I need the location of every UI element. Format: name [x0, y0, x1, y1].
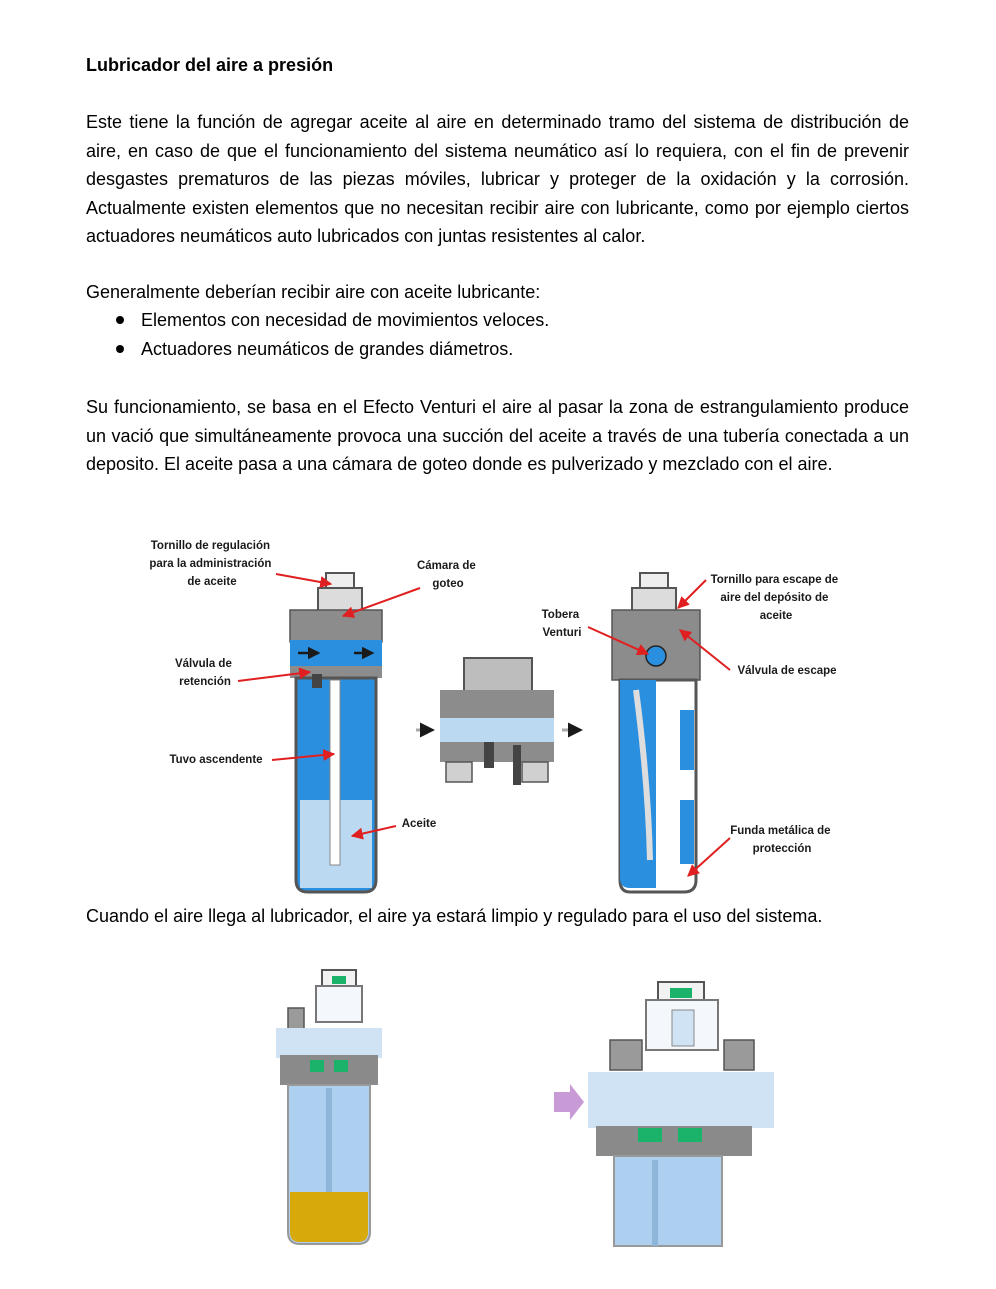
- section-title: Lubricador del aire a presión: [86, 55, 334, 75]
- label-exhaust-valve: Válvula de escape: [737, 665, 837, 677]
- label-exhaust-screw: Tornillo para escape de aire del depósito de aceite: [710, 574, 839, 622]
- label-riser-tube: Tuvo ascendente: [169, 754, 263, 766]
- label-drip-chamber: Cámara de goteo: [416, 560, 476, 590]
- list-item: Actuadores neumáticos de grandes diámetros.: [86, 335, 549, 364]
- paragraph-list-intro: Generalmente deberían recibir aire con aceite lubricante:: [86, 282, 541, 302]
- lubricator-photo-right: [554, 982, 774, 1246]
- paragraph-operation: Su funcionamiento, se basa en el Efecto Venturi el aire al pasar la zona de estrangulamiento produce un vació que simultáneamente provoca una succión del aceite a través de una tubería conectada a un deposito. El aceite pasa a una cámara de goteo donde es pulverizado y mezclado con el aire.: [86, 397, 909, 474]
- paragraph-intro: Este tiene la función de agregar aceite al aire en determinado tramo del sistema de distribución de aire, en caso de que el funcionamiento del sistema neumático así lo requiera, con el fin de prevenir desgastes prematuros de las piezas móviles, lubricar y proteger de la oxidación y la corrosión. Actualmente existen elementos que no necesitan recibir aire con lubricante, como por ejemplo ciertos actuadores neumáticos auto lubricados con juntas resistentes al calor.: [86, 112, 909, 246]
- label-venturi-nozzle: Tobera Venturi: [541, 609, 582, 639]
- lubricator-right-section: [612, 573, 700, 892]
- lubricator-photo-left: [276, 970, 382, 1244]
- label-metal-sleeve: Funda metálica de protección: [730, 825, 831, 855]
- label-check-valve: Válvula de retención: [174, 658, 232, 688]
- venturi-detail-section: [416, 658, 580, 785]
- label-oil: Aceite: [401, 818, 437, 830]
- lubricator-left-section: [290, 573, 382, 892]
- paragraph-closing: Cuando el aire llega al lubricador, el aire ya estará limpio y regulado para el uso del sistema.: [86, 906, 823, 926]
- label-regulation-screw: Tornillo de regulación para la administración de aceite: [149, 540, 272, 588]
- list-item: Elementos con necesidad de movimientos veloces.: [86, 306, 549, 335]
